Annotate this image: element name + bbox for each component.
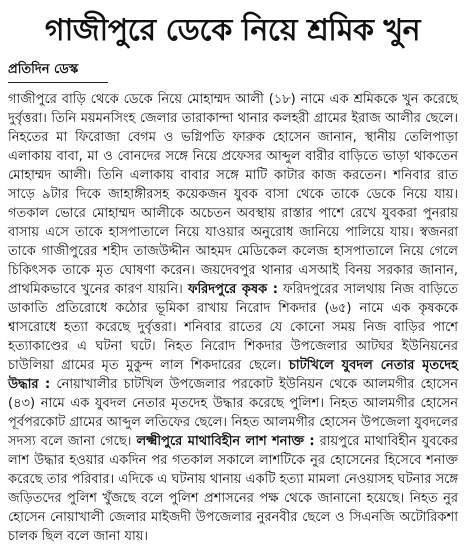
article-paragraph xyxy=(8,90,458,546)
article-body xyxy=(8,90,459,544)
paragraph-text: রায়পুরে মাথাবিহীন যুবকের লাশ উদ্ধার হওয়ার একদিন পর গতকাল সকালে লাশটিকে নুর হোসেনের হিসেবে শনাক্ত করেছে তার পরিবার। এদিকে এ ঘটনায় থানায় একটি হত্যা মামলা নেওয়াসহ ঘটনার সঙ্গে জড়িতদের পুলিশ খুঁজছে বলে পুলিশ প্রশাসনের পক্ষ থেকে জানানো হয়েছে। নিহত নুর হোসেন নোয়াখালী জেলার মাইজদী উপজেলার নুরনবীর ছেলে ও সিএনজি অটোরিকশা চালক ছিল বলে জানা যায়। xyxy=(8,434,459,544)
subhead-lakshmipur: লক্ষ্মীপুরে মাথাবিহীন লাশ শনাক্ত : xyxy=(136,434,315,449)
subhead-faridpur: ফরিদপুরে কৃষক : xyxy=(187,282,278,297)
paragraph-text: নোয়াখালীর চাটখিল উপজেলার পরকোট ইউনিয়ন থেকে আলমগীর হোসেন (৪৩) নামে এক যুবদল নেতার মৃতদেহ উদ্ধার করেছে পুলিশ। নিহত আলমগীর হোসেন পূর্বপরকোট গ্রামের আব্দুল লতিফের ছেলে। নিহত আলমগীর হোসেন উপজেলা যুবদলের সদস্য বলে জানা গেছে। xyxy=(8,377,458,449)
paragraph-text: গাজীপুরে বাড়ি থেকে ডেকে নিয়ে মোহাম্মদ আলী (১৮) নামে এক শ্রমিককে খুন করেছে দুর্বৃত্তরা। তিনি ময়মনসিংহ জেলার তারাকান্দা থানার কলহরী গ্রামের ইরাজ আলীর ছেলে। নিহতের মা ফিরোজা বেগম ও ভগ্নিপতি ফারুক হোসেন জানান, স্থানীয় তেলিপাড়া এলাকায় বাবা, মা ও বোনদের সঙ্গে নিয়ে প্রফেসর আব্দুল বারীর বাড়িতে ভাড়া থাকতেন মোহাম্মদ আলী। তিনি এলাকায় বাবার সঙ্গে মাটি কাটার কাজ করতেন। শনিবার রাত সাড়ে ৯টার দিকে জাহাঙ্গীরসহ কয়েকজন যুবক বাসা থেকে তাকে ডেকে নিয়ে যায়। গতকাল ভোরে মোহাম্মদ আলীকে অচেতন অবস্থায় রাস্তার পাশে রেখে যুবকরা পুনরায় বাসায় এসে তাকে হাসপাতালে নিয়ে যাওয়ার অনুরোধ জানিয়ে পালিয়ে যায়। স্বজনরা তাকে গাজীপুরের শহীদ তাজউদ্দীন আহমদ মেডিকেল কলেজ হাসপাতালে নিয়ে গেলে চিকিৎসক তাকে মৃত ঘোষণা করেন। জয়দেবপুর থানার এসআই বিনয় সরকার জানান, প্রাথমিকভাবে খুনের কারণ যায়নি। xyxy=(8,92,458,297)
paragraph-text: ফরিদপুরের সালথায় নিজ বাড়িতে ডাকাতি প্রতিরোধে কঠোর ভূমিকা রাখায় নিরোদ শিকদার (৬৫) নামে এক কৃষককে শ্বাসরোধে হত্যা করেছে দুর্বৃত্তরা। শনিবার রাতের যে কোনো সময় নিজ বাড়ির পাশে হত্যাকাণ্ডের এ ঘটনা ঘটে। নিহত নিরোদ শিকদার উপজেলার আটঘর ইউনিয়নের চাউলিয়া গ্রামের মৃত মুকুন্দ লাল শিকদারের ছেলে। xyxy=(8,282,458,373)
byline: প্রতিদিন ডেস্ক xyxy=(8,62,79,77)
byline-rule xyxy=(8,82,108,83)
headline: গাজীপুরে ডেকে নিয়ে শ্রমিক খুন xyxy=(44,13,421,48)
clipped-previous-text xyxy=(0,0,465,8)
subhead-chatkhil: চাটখিলে যুবদল নেতার মৃতদেহ উদ্ধার : xyxy=(8,358,459,392)
